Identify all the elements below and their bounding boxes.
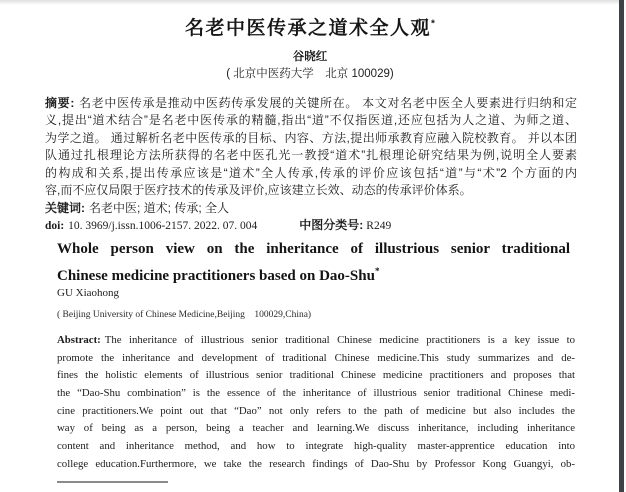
abstract-en-line: promote the inheritance and development of traditional Chinese medicine.This study summarizes and de- — [57, 351, 575, 364]
abstract-en-line: way of being as a person, being a teacher and learning.We discuss inheritance, including inheritance — [57, 422, 575, 435]
abstract-en-line: content and inheritance method, and how to integrate high-quality master-apprentice education into — [57, 440, 575, 453]
abstract-en-line: the “Dao-Shu combination” is the essence of the inheritance of illustrious senior traditional Chinese medi- — [57, 387, 575, 400]
keywords-zh-value: 名老中医; 道术; 传承; 全人 — [89, 201, 230, 215]
affiliation-en: ( Beijing University of Chinese Medicine,Beijing 100029,China) — [57, 310, 312, 320]
abstract-zh-line: 为学之道。 通过解析名老中医传承的目标、内容、方法,提出师承教育应融入院校教育。 并以本团 — [45, 130, 577, 145]
keywords-zh-label: 关键词: — [45, 201, 85, 215]
affiliation-zh: ( 北京中医药大学 北京 100029) — [226, 68, 394, 80]
paper-title-en — [57, 238, 570, 282]
abstract-en-line — [57, 332, 575, 350]
page-top-edge — [0, 0, 626, 5]
abstract-zh-line: 的构成和关系,提出传承应该是“道术”全人传承,传承的评价应该包括“道”与“术”2 个方面的内 — [45, 165, 577, 180]
paper-title-zh — [0, 13, 620, 40]
paper-title-zh-text: 名老中医传承之道术全人观 — [185, 18, 432, 39]
paper-title-en-line1: Whole person view on the inheritance of illustrious senior traditional — [57, 241, 570, 257]
author-en: GU Xiaohong — [57, 287, 120, 299]
abstract-en-line: fines the holistic elements of illustrious senior traditional Chinese medicine practitioners and proposes that — [57, 369, 575, 382]
abstract-zh-line: 容,而不应仅局限于医疗技术的传承及评价,应该建立长效、动态的传承评价体系。 — [45, 182, 472, 197]
title-footnote-marker-en: * — [374, 266, 380, 276]
keywords-zh — [45, 200, 577, 217]
abstract-en — [57, 332, 575, 474]
abstract-zh-label: 摘要: — [45, 96, 75, 110]
abstract-en-text: The inheritance of illustrious senior traditional Chinese medicine practitioners is a key issue to — [104, 334, 575, 346]
abstract-zh — [45, 95, 577, 199]
clc-label: 中图分类号: — [299, 218, 364, 232]
title-footnote-marker-zh: * — [431, 18, 435, 30]
clc-value: R249 — [366, 220, 392, 232]
doi-value: 10. 3969/j.issn.1006-2157. 2022. 07. 004 — [68, 220, 258, 232]
doi-line — [45, 217, 577, 235]
abstract-zh-line: 队通过扎根理论方法所获得的名老中医孔光一教授“道术”扎根理论研究结果为例,说明全人要素 — [45, 148, 577, 163]
author-zh: 谷晓红 — [292, 51, 328, 63]
abstract-en-line: cine practitioners.We point out that “Dao” not only refers to the path of medicine but also includes the — [57, 404, 575, 417]
abstract-en-line: college education.Furthermore, we take the research findings of Dao-Shu by Professor Kong Guangyi, ob- — [57, 457, 575, 470]
paper-title-en-line2-text: Chinese medicine practitioners based on Dao-Shu — [57, 268, 375, 284]
paper-title-en-line2 — [57, 260, 570, 282]
doi-label: doi: — [45, 220, 65, 232]
footnote-divider — [57, 481, 168, 483]
abstract-en-label: Abstract: — [57, 334, 101, 346]
abstract-zh-line: 义,提出“道术结合”是名老中医传承的精髓,指出“道”不仅指医道,还应包括为人之道、为师之道、 — [45, 113, 577, 128]
abstract-zh-text: 名老中医传承是推动中医药传承发展的关键所在。 本文对名老中医全人要素进行归纳和定 — [78, 96, 578, 110]
abstract-zh-line — [45, 95, 577, 112]
